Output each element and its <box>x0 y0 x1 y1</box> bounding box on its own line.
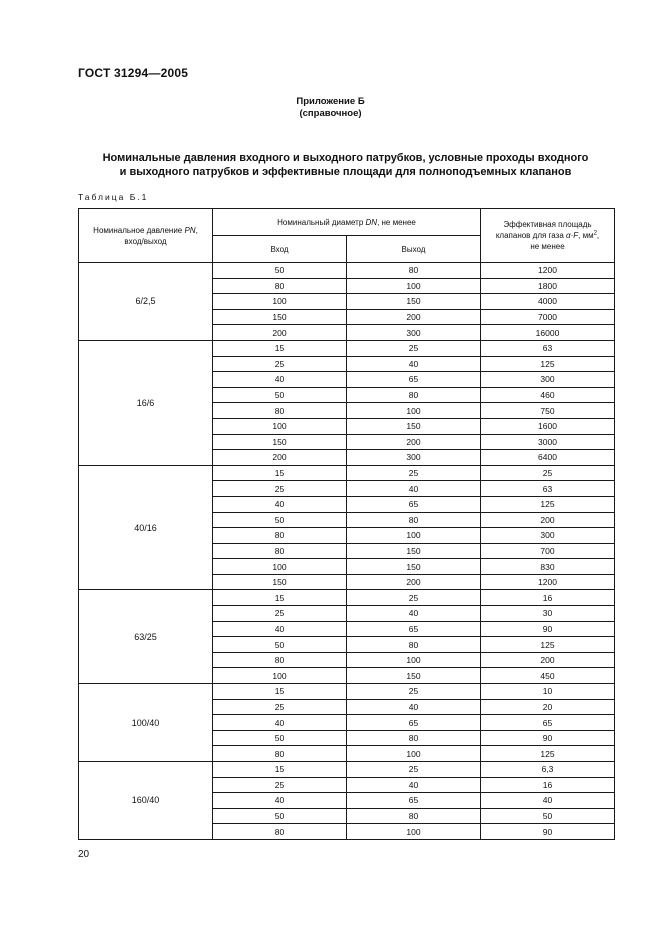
inlet-cell: 100 <box>213 294 347 310</box>
area-cell: 1200 <box>481 263 615 279</box>
outlet-cell: 200 <box>347 434 481 450</box>
inlet-cell: 15 <box>213 465 347 481</box>
outlet-cell: 65 <box>347 372 481 388</box>
area-cell: 40 <box>481 793 615 809</box>
document-header: ГОСТ 31294—2005 <box>78 66 189 80</box>
table-header-row <box>79 209 615 236</box>
inlet-cell: 100 <box>213 559 347 575</box>
inlet-cell: 200 <box>213 325 347 341</box>
area-cell: 3000 <box>481 434 615 450</box>
outlet-cell: 200 <box>347 309 481 325</box>
area-cell: 63 <box>481 481 615 497</box>
area-cell: 700 <box>481 543 615 559</box>
pressure-cell: 160/40 <box>79 762 213 840</box>
area-cell: 1600 <box>481 418 615 434</box>
area-cell: 200 <box>481 652 615 668</box>
header-effective-area: Эффективная площадь клапанов для газа α·F, $мм^2$, не менее <box>481 209 615 263</box>
inlet-cell: 80 <box>213 824 347 840</box>
area-cell: 200 <box>481 512 615 528</box>
inlet-cell: 15 <box>213 590 347 606</box>
inlet-cell: 150 <box>213 434 347 450</box>
inlet-cell: 50 <box>213 387 347 403</box>
area-cell: 50 <box>481 808 615 824</box>
outlet-cell: 80 <box>347 730 481 746</box>
outlet-cell: 150 <box>347 668 481 684</box>
table-row <box>79 340 615 356</box>
table-row <box>79 590 615 606</box>
outlet-cell: 100 <box>347 652 481 668</box>
outlet-cell: 25 <box>347 465 481 481</box>
area-cell: 16 <box>481 777 615 793</box>
outlet-cell: 25 <box>347 762 481 778</box>
section-title-line-1: Номинальные давления входного и выходного патрубков, условные проходы входного <box>102 152 589 164</box>
area-cell: 7000 <box>481 309 615 325</box>
area-cell: 90 <box>481 824 615 840</box>
area-cell: 4000 <box>481 294 615 310</box>
inlet-cell: 25 <box>213 356 347 372</box>
area-cell: 90 <box>481 730 615 746</box>
inlet-cell: 50 <box>213 730 347 746</box>
area-cell: 125 <box>481 356 615 372</box>
inlet-cell: 15 <box>213 684 347 700</box>
inlet-cell: 25 <box>213 699 347 715</box>
area-cell: 1200 <box>481 574 615 590</box>
inlet-cell: 50 <box>213 637 347 653</box>
outlet-cell: 40 <box>347 356 481 372</box>
outlet-cell: 40 <box>347 777 481 793</box>
outlet-cell: 100 <box>347 403 481 419</box>
outlet-cell: 80 <box>347 808 481 824</box>
inlet-cell: 80 <box>213 746 347 762</box>
inlet-cell: 150 <box>213 574 347 590</box>
header-pressure: Номинальное давление PN, вход/выход <box>79 209 213 263</box>
area-cell: 125 <box>481 637 615 653</box>
inlet-cell: 50 <box>213 263 347 279</box>
area-cell: 16000 <box>481 325 615 341</box>
area-cell: 20 <box>481 699 615 715</box>
pressure-cell: 40/16 <box>79 465 213 590</box>
outlet-cell: 100 <box>347 746 481 762</box>
outlet-cell: 100 <box>347 528 481 544</box>
outlet-cell: 65 <box>347 621 481 637</box>
area-cell: 63 <box>481 340 615 356</box>
inlet-cell: 40 <box>213 793 347 809</box>
inlet-cell: 40 <box>213 621 347 637</box>
inlet-cell: 80 <box>213 528 347 544</box>
outlet-cell: 200 <box>347 574 481 590</box>
outlet-cell: 40 <box>347 606 481 622</box>
area-cell: 460 <box>481 387 615 403</box>
outlet-cell: 80 <box>347 637 481 653</box>
outlet-cell: 25 <box>347 684 481 700</box>
inlet-cell: 150 <box>213 309 347 325</box>
inlet-cell: 40 <box>213 496 347 512</box>
inlet-cell: 50 <box>213 808 347 824</box>
area-cell: 6,3 <box>481 762 615 778</box>
inlet-cell: 40 <box>213 715 347 731</box>
outlet-cell: 25 <box>347 340 481 356</box>
area-cell: 6400 <box>481 450 615 466</box>
appendix-heading <box>0 96 661 120</box>
outlet-cell: 300 <box>347 325 481 341</box>
area-cell: 125 <box>481 496 615 512</box>
outlet-cell: 150 <box>347 294 481 310</box>
header-inlet: Вход <box>213 236 347 263</box>
outlet-cell: 150 <box>347 543 481 559</box>
outlet-cell: 40 <box>347 699 481 715</box>
outlet-cell: 100 <box>347 278 481 294</box>
area-cell: 90 <box>481 621 615 637</box>
inlet-cell: 80 <box>213 652 347 668</box>
inlet-cell: 100 <box>213 668 347 684</box>
dn-symbol: DN <box>365 217 378 227</box>
area-cell: 30 <box>481 606 615 622</box>
area-cell: 25 <box>481 465 615 481</box>
outlet-cell: 80 <box>347 263 481 279</box>
header-outlet: Выход <box>347 236 481 263</box>
area-cell: 65 <box>481 715 615 731</box>
outlet-cell: 65 <box>347 715 481 731</box>
outlet-cell: 150 <box>347 418 481 434</box>
area-cell: 830 <box>481 559 615 575</box>
area-cell: 125 <box>481 746 615 762</box>
table-row <box>79 684 615 700</box>
area-cell: 300 <box>481 372 615 388</box>
outlet-cell: 80 <box>347 512 481 528</box>
table-row <box>79 762 615 778</box>
area-cell: 450 <box>481 668 615 684</box>
pressure-cell: 63/25 <box>79 590 213 684</box>
outlet-cell: 65 <box>347 793 481 809</box>
inlet-cell: 15 <box>213 762 347 778</box>
outlet-cell: 25 <box>347 590 481 606</box>
inlet-cell: 80 <box>213 543 347 559</box>
inlet-cell: 50 <box>213 512 347 528</box>
section-title <box>70 152 621 179</box>
outlet-cell: 65 <box>347 496 481 512</box>
area-cell: 1800 <box>481 278 615 294</box>
inlet-cell: 25 <box>213 481 347 497</box>
outlet-cell: 80 <box>347 387 481 403</box>
data-table <box>78 208 615 840</box>
pn-symbol: PN <box>184 225 196 235</box>
inlet-cell: 25 <box>213 606 347 622</box>
inlet-cell: 100 <box>213 418 347 434</box>
inlet-cell: 15 <box>213 340 347 356</box>
section-title-line-2: и выходного патрубков и эффективные площади для полноподъемных клапанов <box>119 165 572 178</box>
page-number: 20 <box>78 849 90 860</box>
area-cell: 10 <box>481 684 615 700</box>
pressure-cell: 6/2,5 <box>79 263 213 341</box>
inlet-cell: 80 <box>213 278 347 294</box>
inlet-cell: 40 <box>213 372 347 388</box>
table-body <box>79 263 615 840</box>
outlet-cell: 100 <box>347 824 481 840</box>
area-cell: 750 <box>481 403 615 419</box>
inlet-cell: 200 <box>213 450 347 466</box>
table-caption: Таблица Б.1 <box>78 192 149 202</box>
appendix-title: Приложение Б <box>296 96 365 107</box>
table-row <box>79 465 615 481</box>
area-cell: 16 <box>481 590 615 606</box>
header-diameter: Номинальный диаметр DN, не менее <box>213 209 481 236</box>
inlet-cell: 80 <box>213 403 347 419</box>
pressure-cell: 100/40 <box>79 684 213 762</box>
outlet-cell: 300 <box>347 450 481 466</box>
pressure-cell: 16/6 <box>79 340 213 465</box>
area-cell: 300 <box>481 528 615 544</box>
inlet-cell: 25 <box>213 777 347 793</box>
outlet-cell: 40 <box>347 481 481 497</box>
appendix-type: (справочное) <box>299 108 362 119</box>
outlet-cell: 150 <box>347 559 481 575</box>
table-row <box>79 263 615 279</box>
